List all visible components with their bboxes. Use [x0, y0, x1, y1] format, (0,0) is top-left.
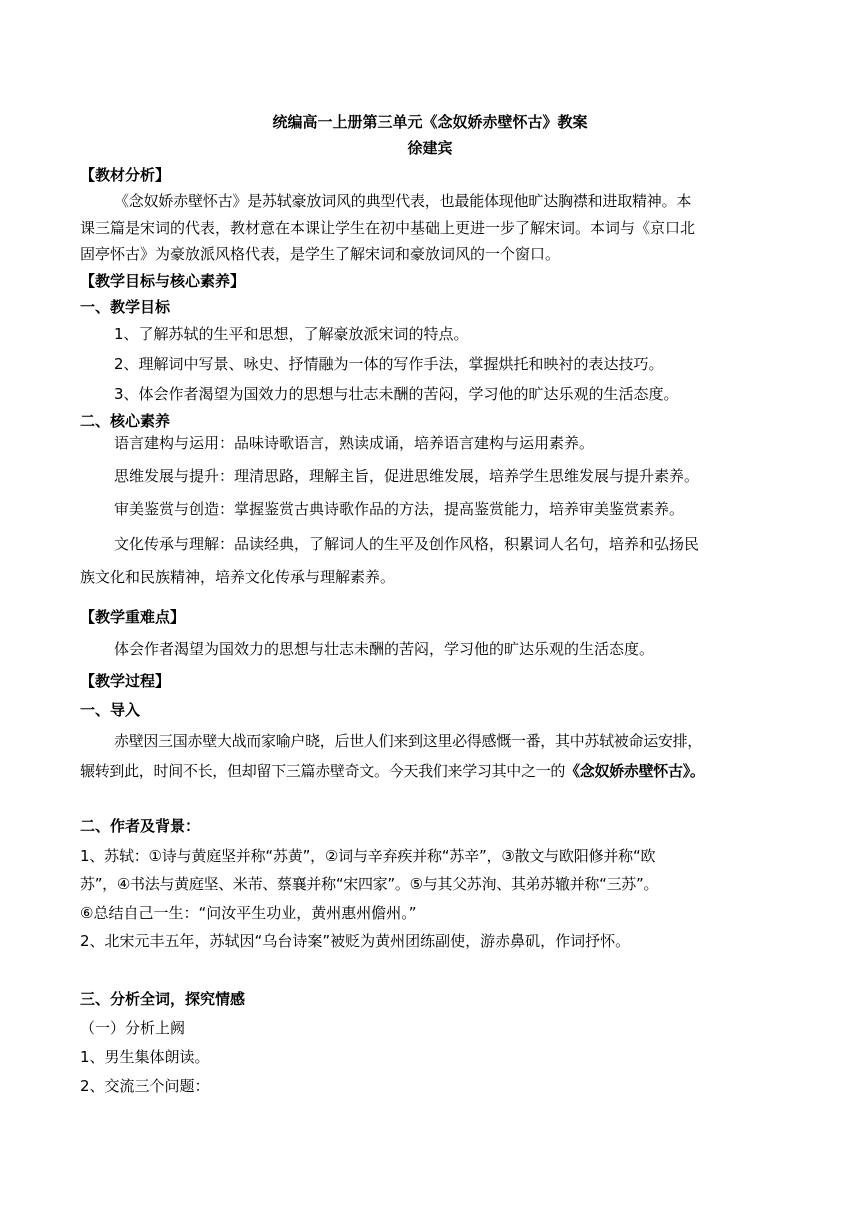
background-2: 2、北宋元丰五年，苏轼因“乌台诗案”被贬为黄州团练副使，游赤鼻矶，作词抒怀。: [80, 932, 631, 950]
step-1: 1、男生集体朗读。: [80, 1048, 210, 1066]
section-analysis-full: 三、分析全词，探究情感: [80, 990, 246, 1008]
literacy-1: 语言建构与运用：品味诗歌语言，熟读成诵，培养语言建构与运用素养。: [114, 434, 595, 452]
intro-text: 辗转到此，时间不长，但却留下三篇赤壁奇文。今天我们来学习其中之一的: [80, 762, 566, 780]
goal-2: 2、理解词中写景、咏史、抒情融为一体的写作手法，掌握烘托和映衬的表达技巧。: [114, 355, 664, 373]
literacy-4b: 族文化和民族精神，培养文化传承与理解素养。: [80, 568, 396, 586]
literacy-4a: 文化传承与理解：品读经典，了解词人的生平及创作风格，积累词人名句，培养和弘扬民: [114, 535, 700, 553]
heading-process: 【教学过程】: [80, 672, 171, 690]
analysis-line-2: 课三篇是宋词的代表，教材意在本课让学生在初中基础上更进一步了解宋词。本词与《京口北: [80, 219, 696, 237]
intro-poem-title: 《念奴娇赤壁怀古》。: [565, 762, 705, 780]
intro-line-2: [80, 760, 705, 782]
section-goals: 一、教学目标: [80, 298, 171, 316]
section-literacy: 二、核心素养: [80, 412, 171, 430]
doc-title: 统编高一上册第三单元《念奴娇赤壁怀古》教案: [272, 113, 588, 131]
background-1b: 苏”，④书法与黄庭坚、米芾、蔡襄并称“宋四家”。⑤与其父苏洵、其弟苏辙并称“三苏”。: [80, 875, 659, 893]
doc-author: 徐建宾: [407, 139, 453, 157]
analysis-line-3: 固亭怀古》为豪放派风格代表，是学生了解宋词和豪放词风的一个窗口。: [80, 245, 561, 263]
background-1a: 1、苏轼：①诗与黄庭坚并称“苏黄”，②词与辛弃疾并称“苏辛”，③散文与欧阳修并称“欧: [80, 847, 656, 865]
step-2: 2、交流三个问题：: [80, 1077, 210, 1095]
literacy-3: 审美鉴赏与创造：掌握鉴赏古典诗歌作品的方法，提高鉴赏能力，培养审美鉴赏素养。: [114, 500, 685, 518]
heading-goals: 【教学目标与核心素养】: [80, 272, 246, 290]
intro-line-1: 赤壁因三国赤壁大战而家喻户晓，后世人们来到这里必得感慨一番，其中苏轼被命运安排，: [114, 732, 703, 750]
literacy-2: 思维发展与提升：理清思路，理解主旨，促进思维发展，培养学生思维发展与提升素养。: [114, 467, 700, 485]
subsection-upper-stanza: （一）分析上阙: [80, 1019, 186, 1037]
heading-key-points: 【教学重难点】: [80, 608, 186, 626]
analysis-line-1: 《念奴娇赤壁怀古》是苏轼豪放词风的典型代表，也最能体现他旷达胸襟和进取精神。本: [114, 192, 692, 210]
key-points-text: 体会作者渴望为国效力的思想与壮志未酬的苦闷，学习他的旷达乐观的生活态度。: [114, 640, 655, 658]
goal-3: 3、体会作者渴望为国效力的思想与壮志未酬的苦闷，学习他的旷达乐观的生活态度。: [114, 385, 679, 403]
section-author-background: 二、作者及背景：: [80, 817, 201, 835]
heading-analysis: 【教材分析】: [80, 166, 171, 184]
section-intro: 一、导入: [80, 701, 141, 719]
background-1c: ⑥总结自己一生：“问汝平生功业，黄州惠州儋州。”: [80, 904, 417, 922]
goal-1: 1、了解苏轼的生平和思想，了解豪放派宋词的特点。: [114, 325, 469, 343]
